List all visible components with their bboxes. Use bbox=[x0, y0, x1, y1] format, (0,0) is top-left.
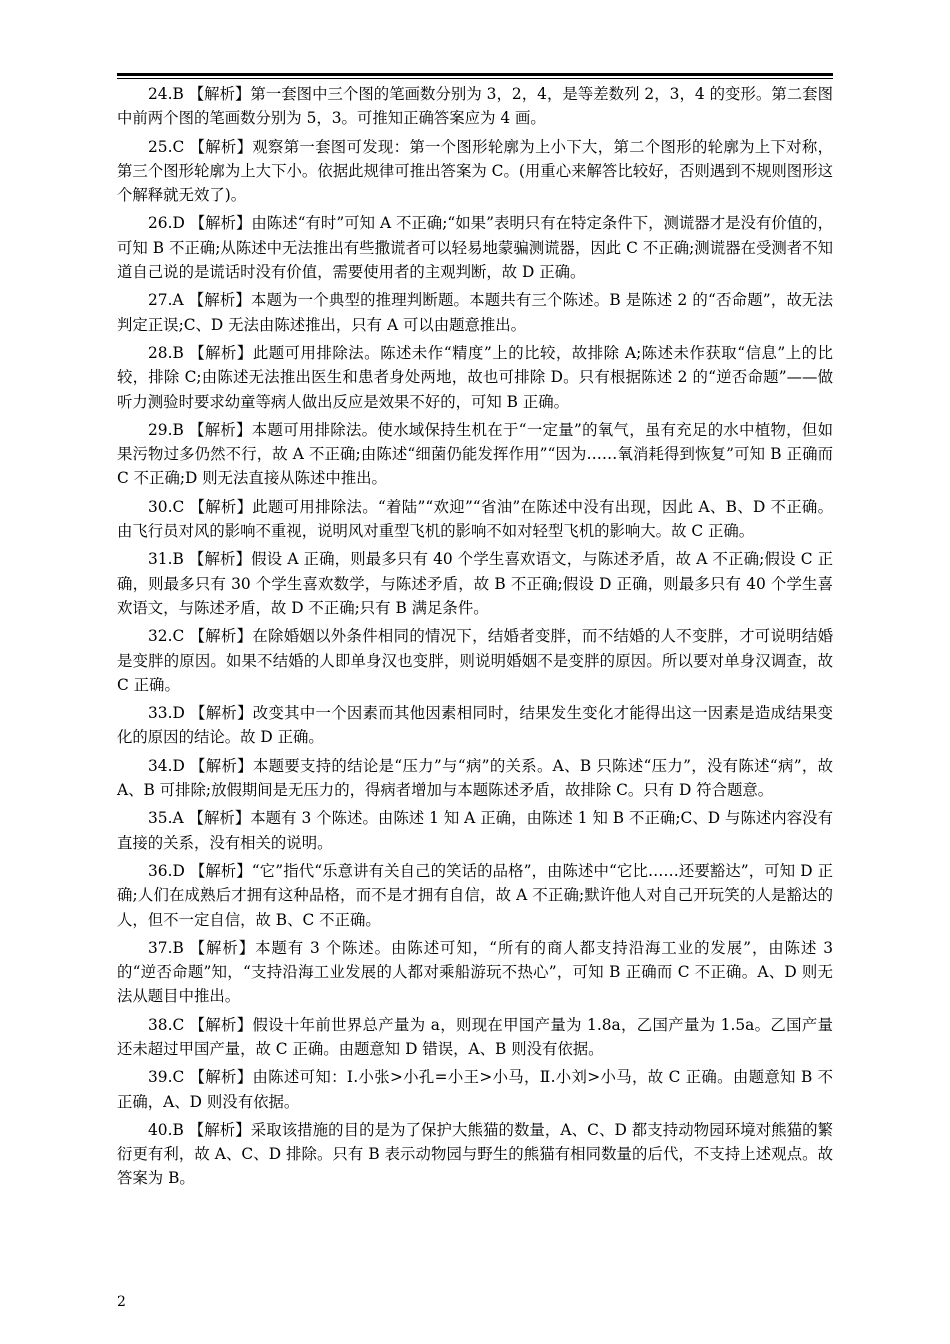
answer-number: 28.B bbox=[148, 343, 184, 362]
analysis-tag: 【解析】 bbox=[189, 1015, 253, 1034]
answer-paragraph bbox=[117, 418, 833, 491]
analysis-tag: 【解析】 bbox=[188, 809, 251, 828]
answer-number: 34.D bbox=[148, 756, 185, 775]
analysis-tag: 【解析】 bbox=[189, 497, 253, 516]
header-rule bbox=[117, 73, 833, 76]
answer-number: 25.C bbox=[148, 137, 185, 156]
analysis-tag: 【解析】 bbox=[189, 420, 252, 439]
answer-paragraph bbox=[117, 211, 833, 284]
answer-number: 26.D bbox=[148, 214, 185, 233]
answer-paragraph bbox=[117, 1118, 833, 1191]
analysis-tag: 【解析】 bbox=[190, 756, 253, 775]
analysis-tag: 【解析】 bbox=[188, 291, 252, 310]
answer-number: 33.D bbox=[148, 704, 185, 723]
analysis-text: 在除婚姻以外条件相同的情况下，结婚者变胖，而不结婚的人不变胖，才可说明结婚是变胖的原因。如果不结婚的人即单身汉也变胖，则说明婚姻不是变胖的原因。所以要对单身汉调查，故 C 正确。 bbox=[117, 627, 833, 694]
answer-number: 40.B bbox=[148, 1120, 184, 1139]
answer-number: 36.D bbox=[148, 861, 185, 880]
page-number: 2 bbox=[117, 1294, 126, 1310]
answer-number: 38.C bbox=[148, 1015, 185, 1034]
answer-number: 37.B bbox=[148, 938, 184, 957]
answer-paragraph bbox=[117, 859, 833, 932]
analysis-tag: 【解析】 bbox=[188, 1120, 251, 1139]
answer-number: 35.A bbox=[148, 809, 184, 828]
answer-paragraph bbox=[117, 135, 833, 208]
answer-explanations bbox=[117, 82, 833, 1195]
answer-number: 24.B bbox=[148, 85, 184, 103]
analysis-tag: 【解析】 bbox=[188, 85, 251, 103]
analysis-tag: 【解析】 bbox=[188, 550, 252, 569]
analysis-text: 本题有 3 个陈述。由陈述 1 知 A 正确，由陈述 1 知 B 不正确;C、D 与陈述内容没有直接的关系，没有相关的说明。 bbox=[117, 809, 833, 852]
analysis-tag: 【解析】 bbox=[189, 627, 253, 646]
analysis-text: 本题有 3 个陈述。由陈述可知，“所有的商人都支持沿海工业的发展”，由陈述 3 的“逆否命题”知，“支持沿海工业发展的人都对乘船游玩不热心”，可知 B 正确而 C 不正确。A、D 则无法从题目中推出。 bbox=[117, 938, 833, 1006]
answer-number: 31.B bbox=[148, 550, 184, 569]
answer-paragraph bbox=[117, 495, 833, 544]
analysis-text: 采取该措施的目的是为了保护大熊猫的数量，A、C、D 都支持动物园环境对熊猫的繁衍更有利，故 A、C、D 排除。只有 B 表示动物园与野生的熊猫有相同数量的后代，不支持上述观点。故答案为 B。 bbox=[117, 1120, 833, 1188]
answer-number: 30.C bbox=[148, 497, 185, 516]
analysis-tag: 【解析】 bbox=[189, 861, 252, 880]
answer-paragraph bbox=[117, 701, 833, 750]
analysis-text: 本题要支持的结论是“压力”与“病”的关系。A、B 只陈述“压力”，没有陈述“病”，故 A、B 可排除;放假期间是无压力的，得病者增加与本题陈述矛盾，故排除 C。只有 D 符合题意。 bbox=[117, 756, 833, 800]
analysis-text: “它”指代“乐意讲有关自己的笑话的品格”，由陈述中“它比……还要豁达”，可知 D 正确;人们在成熟后才拥有这种品格，而不是才拥有自信，故 A 不正确;默许他人对自己开玩笑的人是豁达的人，但不一定自信，故 B、C 不正确。 bbox=[117, 861, 833, 929]
analysis-text: 假设 A 正确，则最多只有 40 个学生喜欢语文，与陈述矛盾，故 A 不正确;假设 C 正确，则最多只有 30 个学生喜欢数学，与陈述矛盾，故 B 不正确;假设 D 正确，则最多只有 40 个学生喜欢语文，与陈述矛盾，故 D 不正确;只有 B 满足条件。 bbox=[117, 550, 833, 617]
analysis-tag: 【解析】 bbox=[189, 938, 256, 957]
answer-paragraph bbox=[117, 936, 833, 1009]
analysis-text: 改变其中一个因素而其他因素相同时，结果发生变化才能得出这一因素是造成结果变化的原因的结论。故 D 正确。 bbox=[117, 704, 833, 747]
analysis-text: 假设十年前世界总产量为 a，则现在甲国产量为 1.8a，乙国产量为 1.5a。乙国产量还未超过甲国产量，故 C 正确。由题意知 D 错误，A、B 则没有依据。 bbox=[117, 1015, 833, 1058]
answer-paragraph bbox=[117, 624, 833, 697]
analysis-text: 本题为一个典型的推理判断题。本题共有三个陈述。B 是陈述 2 的“否命题”，故无法判定正误;C、D 无法由陈述推出，只有 A 可以由题意推出。 bbox=[117, 291, 833, 334]
analysis-text: 由陈述可知：Ⅰ.小张>小孔=小王>小马，Ⅱ.小刘>小马，故 C 正确。由题意知 B 不正确，A、D 则没有依据。 bbox=[117, 1068, 833, 1111]
analysis-text: 观察第一套图可发现：第一个图形轮廓为上小下大，第二个图形的轮廓为上下对称，第三个图形轮廓为上大下小。依据此规律可推出答案为 C。(用重心来解答比较好，否则遇到不规则图形这个解释就无效了)。 bbox=[117, 137, 833, 205]
answer-paragraph bbox=[117, 82, 833, 131]
analysis-tag: 【解析】 bbox=[189, 137, 253, 156]
answer-paragraph bbox=[117, 1065, 833, 1114]
analysis-text: 第一套图中三个图的笔画数分别为 3，2，4，是等差数列 2，3，4 的变形。第二套图中前两个图的笔画数分别为 5，3。可推知正确答案应为 4 画。 bbox=[117, 85, 833, 128]
analysis-tag: 【解析】 bbox=[190, 704, 253, 723]
analysis-tag: 【解析】 bbox=[189, 214, 252, 233]
answer-number: 27.A bbox=[148, 291, 184, 310]
answer-paragraph bbox=[117, 1013, 833, 1062]
answer-paragraph bbox=[117, 806, 833, 855]
answer-paragraph bbox=[117, 341, 833, 414]
analysis-text: 此题可用排除法。陈述未作“精度”上的比较，故排除 A;陈述未作获取“信息”上的比较，排除 C;由陈述无法推出医生和患者身处两地，故也可排除 D。只有根据陈述 2 的“逆否命题”——做听力测验时要求幼童等病人做出反应是效果不好的，可知 B 正确。 bbox=[117, 343, 833, 411]
answer-paragraph bbox=[117, 547, 833, 620]
answer-paragraph bbox=[117, 754, 833, 803]
header-rule-thin bbox=[117, 78, 833, 79]
analysis-tag: 【解析】 bbox=[189, 1068, 253, 1087]
answer-paragraph bbox=[117, 288, 833, 337]
analysis-text: 本题可用排除法。使水域保持生机在于“一定量”的氧气，虽有充足的水中植物，但如果污物过多仍然不行，故 A 不正确;由陈述“细菌仍能发挥作用”“因为……氧消耗得到恢复”可知 B 正确而 C 不正确;D 则无法直接从陈述中推出。 bbox=[117, 420, 833, 488]
answer-number: 29.B bbox=[148, 420, 184, 439]
answer-number: 39.C bbox=[148, 1068, 185, 1087]
analysis-tag: 【解析】 bbox=[189, 343, 253, 362]
analysis-text: 此题可用排除法。“着陆”“欢迎”“省油”在陈述中没有出现，因此 A、B、D 不正确。由飞行员对风的影响不重视，说明风对重型飞机的影响不如对轻型飞机的影响大。故 C 正确。 bbox=[117, 497, 833, 541]
answer-number: 32.C bbox=[148, 627, 185, 646]
analysis-text: 由陈述“有时”可知 A 不正确;“如果”表明只有在特定条件下，测谎器才是没有价值的，可知 B 不正确;从陈述中无法推出有些撒谎者可以轻易地蒙骗测谎器，因此 C 不正确;测谎器在受测者不知道自己说的是谎话时没有价值，需要使用者的主观判断，故 D 正确。 bbox=[117, 214, 833, 282]
